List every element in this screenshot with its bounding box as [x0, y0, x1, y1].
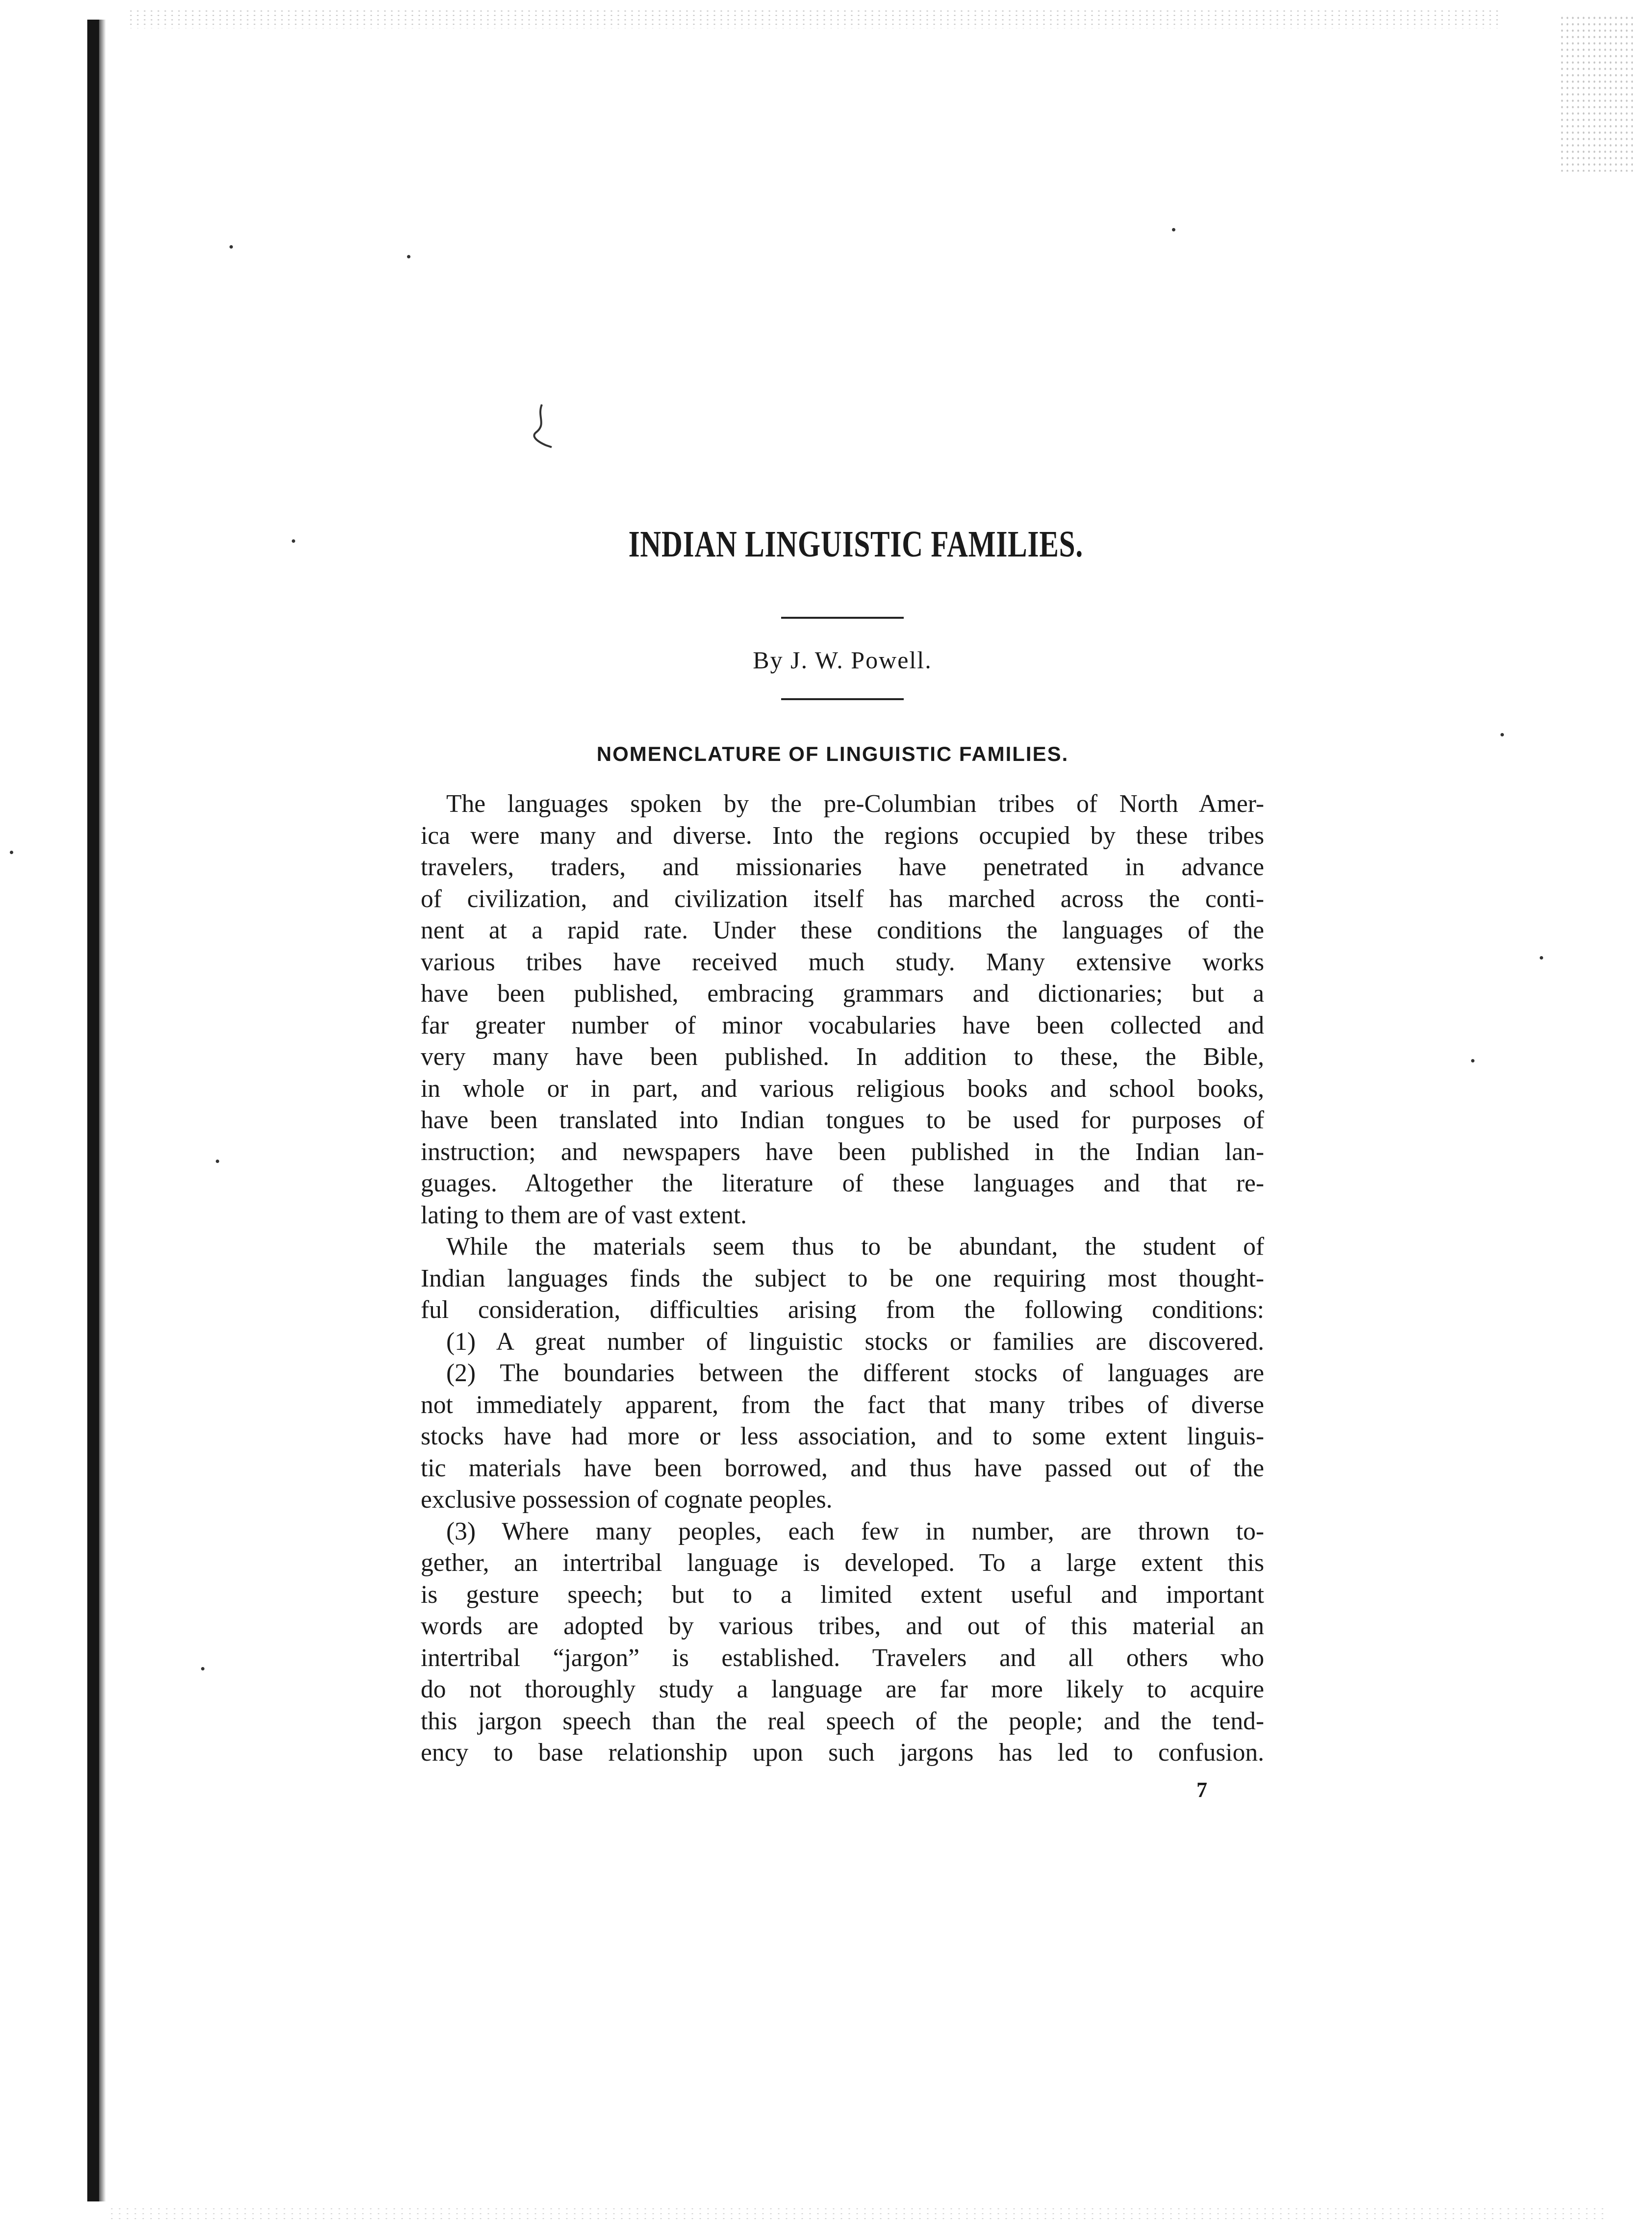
paragraph-3 [421, 1326, 1264, 1358]
speck [1471, 1059, 1474, 1062]
text-line: far greater number of minor vocabularies have been collected and [421, 1011, 1264, 1039]
paragraph-4 [421, 1358, 1264, 1516]
speck [1172, 228, 1175, 231]
text-line: ency to base relationship upon such jargons has led to confusion. [421, 1739, 1264, 1767]
text-line: intertribal “jargon” is established. Travelers and all others who [421, 1643, 1264, 1672]
text-line: words are adopted by various tribes, and out of this material an [421, 1612, 1264, 1640]
text-line: Indian languages finds the subject to be one requiring most thought- [421, 1264, 1264, 1292]
text-line: not immediately apparent, from the fact that many tribes of diverse [421, 1390, 1264, 1419]
byline-author: J. W. Powell. [790, 646, 932, 674]
text-line: gether, an intertribal language is developed. To a large extent this [421, 1549, 1264, 1577]
text-line: exclusive possession of cognate peoples. [421, 1486, 833, 1514]
text-line: is gesture speech; but to a limited extent useful and important [421, 1580, 1264, 1609]
byline-rule [781, 698, 904, 700]
scan-noise-top [127, 9, 1500, 28]
text-line: guages. Altogether the literature of these languages and that re- [421, 1169, 1264, 1197]
text-line: in whole or in part, and various religious books and school books, [421, 1074, 1264, 1103]
article-title: INDIAN LINGUISTIC FAMILIES. [628, 524, 1084, 565]
binding-edge [87, 20, 99, 2201]
text-line: (2) The boundaries between the different stocks of languages are [446, 1359, 1264, 1387]
speck [407, 255, 410, 258]
text-line: various tribes have received much study. Many extensive works [421, 948, 1264, 976]
speck [10, 851, 13, 854]
pencil-mark [522, 402, 557, 456]
title-rule [781, 617, 904, 619]
paragraph-5 [421, 1516, 1264, 1769]
speck [292, 539, 295, 543]
text-line: lating to them are of vast extent. [421, 1201, 747, 1229]
speck [216, 1160, 219, 1163]
text-line: (1) A great number of linguistic stocks or families are discovered. [446, 1327, 1264, 1356]
scan-noise-right [1559, 15, 1633, 172]
text-line: The languages spoken by the pre-Columbian tribes of North Amer- [446, 790, 1264, 818]
text-line: (3) Where many peoples, each few in number, are thrown to- [446, 1517, 1264, 1545]
speck [1500, 733, 1504, 736]
section-heading: NOMENCLATURE OF LINGUISTIC FAMILIES. [596, 742, 1069, 765]
binding-shadow [99, 20, 106, 2201]
text-line: ica were many and diverse. Into the regions occupied by these tribes [421, 821, 1264, 850]
text-line: nent at a rapid rate. Under these conditions the languages of the [421, 916, 1264, 944]
text-line: this jargon speech than the real speech of the people; and the tend- [421, 1707, 1264, 1735]
text-line: have been published, embracing grammars and dictionaries; but a [421, 980, 1264, 1008]
page-number: 7 [1196, 1778, 1207, 1802]
article [421, 520, 1264, 1769]
text-line: travelers, traders, and missionaries have penetrated in advance [421, 853, 1264, 881]
text-line: stocks have had more or less association, and to some extent linguis- [421, 1422, 1264, 1450]
text-line: of civilization, and civilization itself has marched across the conti- [421, 885, 1264, 913]
paragraph-2 [421, 1231, 1264, 1326]
text-line: While the materials seem thus to be abundant, the student of [446, 1233, 1264, 1261]
text-line: have been translated into Indian tongues to be used for purposes of [421, 1106, 1264, 1134]
text-line: tic materials have been borrowed, and thus have passed out of the [421, 1454, 1264, 1482]
paragraph-1 [421, 788, 1264, 1231]
scan-noise-bottom [108, 2206, 1603, 2221]
speck [1540, 956, 1543, 960]
speck [229, 245, 233, 249]
text-line: do not thoroughly study a language are far more likely to acquire [421, 1675, 1264, 1703]
byline [421, 640, 1264, 680]
speck [201, 1667, 204, 1670]
text-line: instruction; and newspapers have been published in the Indian lan- [421, 1137, 1264, 1166]
text-line: ful consideration, difficulties arising from the following conditions: [421, 1296, 1264, 1324]
byline-by: By [753, 646, 784, 674]
text-line: very many have been published. In addition to these, the Bible, [421, 1043, 1264, 1071]
